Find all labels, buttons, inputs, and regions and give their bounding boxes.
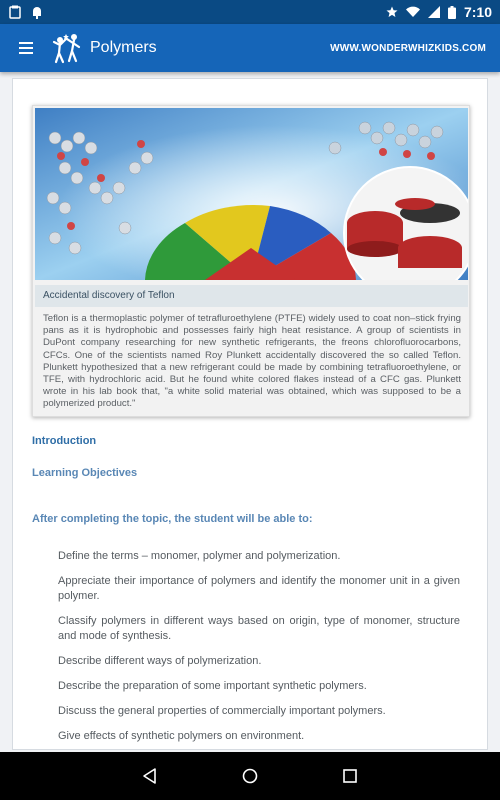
status-time: 7:10 — [463, 4, 492, 20]
list-item: Appreciate their importance of polymers and identify the monomer unit in a given polymer. — [58, 575, 460, 602]
site-url: WWW.WONDERWHIZKIDS.COM — [330, 42, 486, 54]
teflon-illustration — [35, 108, 468, 280]
list-item: Describe different ways of polymerization. — [58, 655, 262, 667]
learning-objectives-link[interactable]: Learning Objectives — [32, 467, 138, 479]
wifi-icon — [406, 6, 420, 18]
battery-icon — [448, 6, 456, 19]
status-bar — [0, 0, 500, 24]
content-card[interactable] — [12, 78, 488, 750]
signal-icon — [428, 6, 440, 18]
introduction-link[interactable]: Introduction — [32, 435, 97, 447]
recents-icon[interactable] — [341, 767, 359, 785]
menu-icon — [19, 42, 33, 44]
clipboard-icon — [8, 5, 22, 19]
home-icon[interactable] — [241, 767, 259, 785]
list-item: Discuss the general properties of commercially important polymers. — [58, 705, 386, 717]
wonderwhizkids-logo — [50, 31, 84, 65]
list-item: Describe the preparation of some important synthetic polymers. — [58, 680, 367, 692]
list-item: Give effects of synthetic polymers on environment. — [58, 730, 305, 742]
app-bar — [0, 24, 500, 72]
figure-description: Teflon is a thermoplastic polymer of tetrafluroethylene (PTFE) widely used to coat non–stick frying pans as it is hydrophobic and possesses fairly high heat resistance. A group of scientists in DuPont company researching for new synthetic refrigerants, the freons chlorofluorocarbons, CFCs. One of the scientists named Roy Plunkett accidentally discovered the so called Teflon. Plunkett hypothesized that a new refrigerant could be made by combining tetrafluoroethylene, or TFE, with hydrochloric acid. But he found white colored flakes instead of a CFC gas. Plunkett wrote in his lab book that, "a white solid material was obtained, which was supposed to be a polymerized product." — [43, 313, 461, 410]
list-item: Define the terms – monomer, polymer and polymerization. — [58, 550, 341, 562]
star-icon — [386, 6, 398, 18]
figure-caption: Accidental discovery of Teflon — [35, 285, 468, 307]
android-icon — [30, 5, 44, 19]
nav-bar — [0, 752, 500, 800]
objectives-intro: After completing the topic, the student will be able to: — [32, 513, 313, 525]
list-item: Classify polymers in different ways based on origin, type of monomer, structure and mode of synthesis. — [58, 615, 460, 642]
page-title: Polymers — [90, 39, 157, 56]
objectives-list — [58, 549, 460, 750]
back-icon[interactable] — [141, 767, 159, 785]
menu-button[interactable] — [14, 36, 38, 60]
teflon-figure — [32, 105, 470, 417]
